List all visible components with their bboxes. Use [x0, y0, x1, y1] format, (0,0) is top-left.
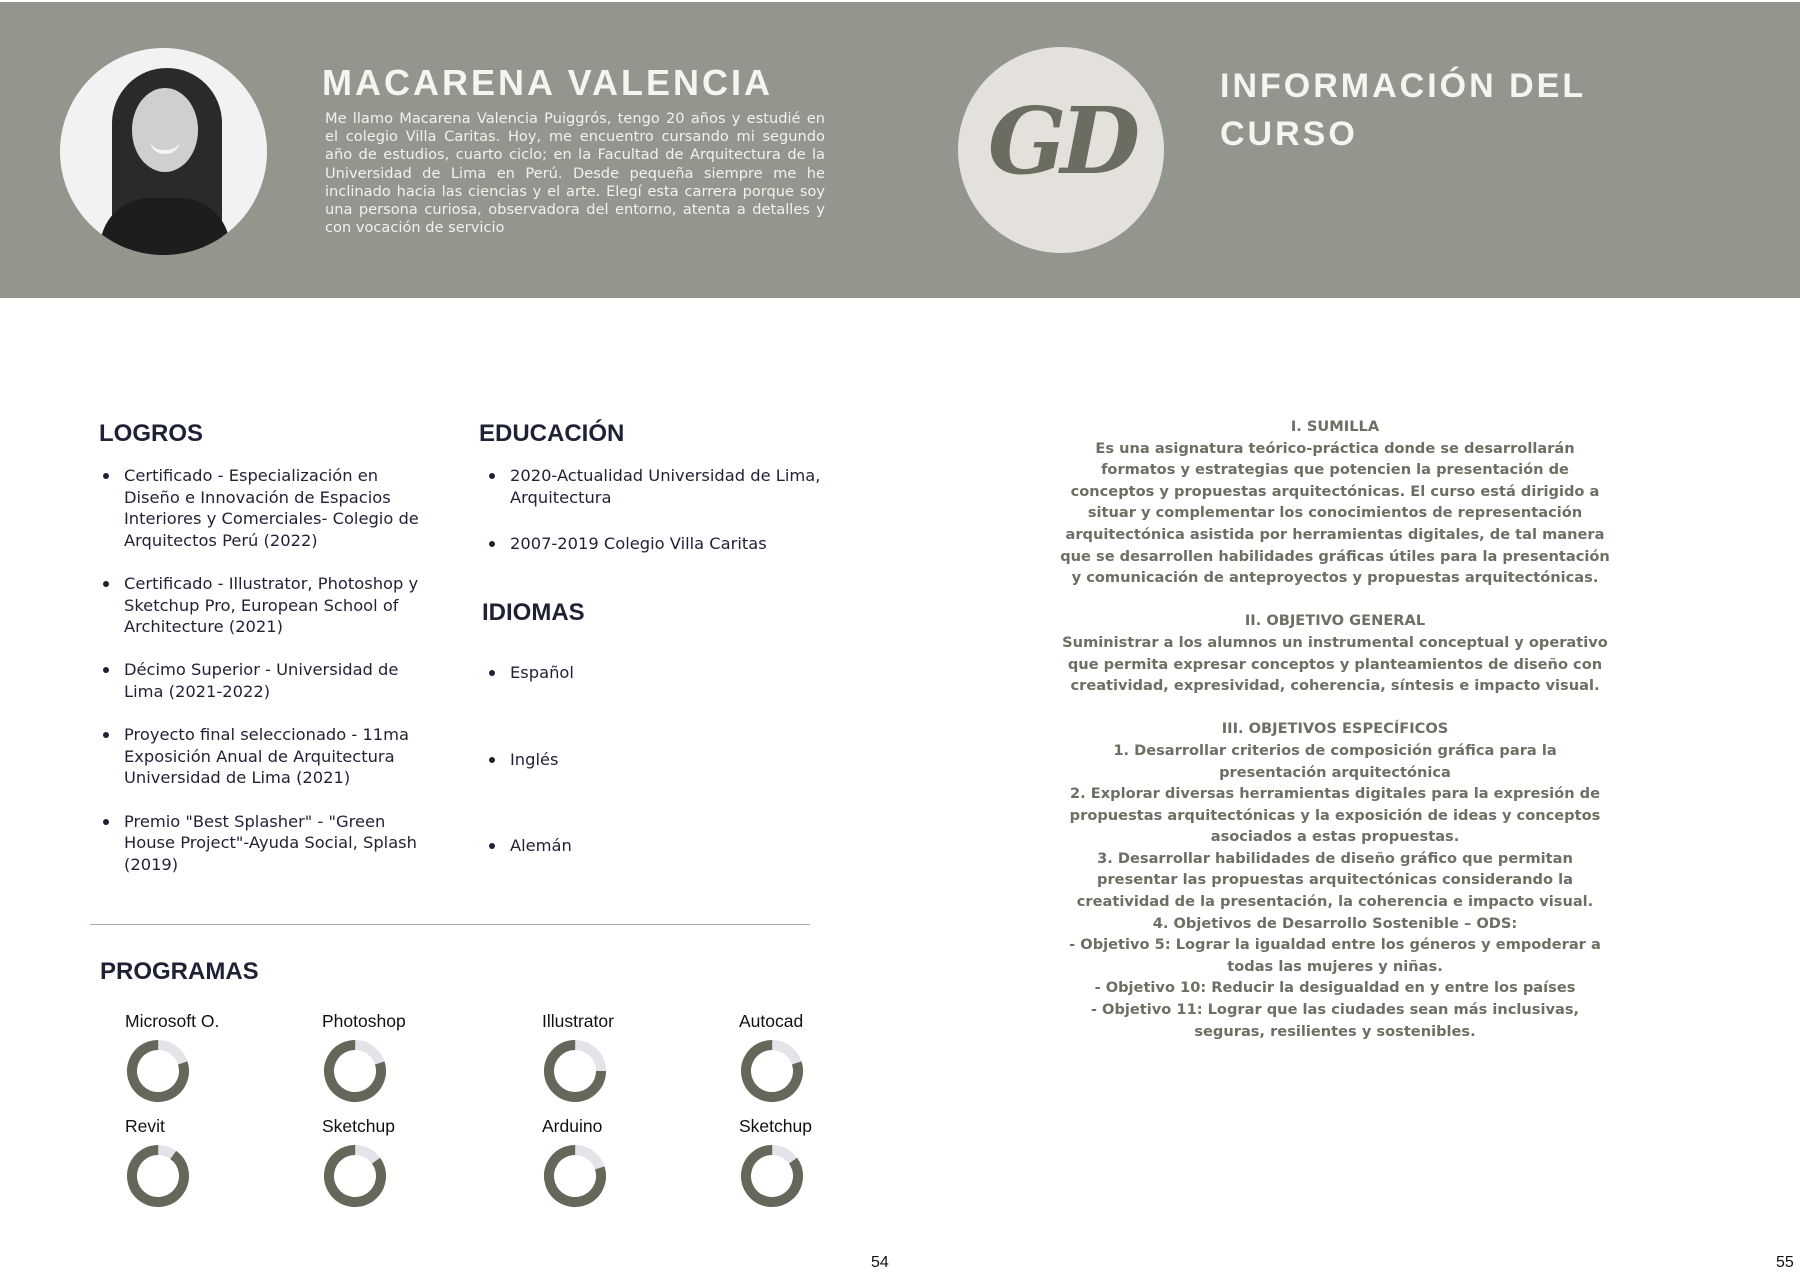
- program-item: [125, 1011, 275, 1104]
- program-item: [322, 1116, 472, 1209]
- educacion-list: [485, 465, 825, 555]
- objetivo-item: - Objetivo 10: Reducir la desigualdad en y entre los países: [1094, 979, 1576, 997]
- list-item: Certificado - Illustrator, Photoshop y Sketchup Pro, European School of Architecture (2021): [99, 573, 419, 638]
- top-edge-line: [0, 0, 900, 2]
- program-label: Sketchup: [322, 1116, 395, 1136]
- program-donut: [739, 1143, 805, 1209]
- program-donut: [542, 1038, 608, 1104]
- objetivo-item: 4. Objetivos de Desarrollo Sostenible – ODS:: [1152, 914, 1518, 932]
- idiomas-heading: IDIOMAS: [482, 599, 585, 626]
- page-number-left: 54: [871, 1254, 889, 1271]
- objetivo-item: - Objetivo 5: Lograr la igualdad entre los géneros y empoderar a todas las mujeres y niñas.: [1069, 936, 1601, 975]
- list-item: Español: [485, 662, 785, 684]
- objetivo-item: - Objetivo 11: Lograr que las ciudades sean más inclusivas, seguras, resilientes y sostenibles.: [1090, 1001, 1580, 1040]
- objetivo-general-text: Suministrar a los alumnos un instrumental conceptual y operativo que permita expresar conceptos y planteamientos de diseño con creatividad, expresividad, coherencia, síntesis e impacto visual.: [1062, 633, 1608, 695]
- list-item: Certificado - Especialización en Diseño e Innovación de Espacios Interiores y Comerciales- Colegio de Arquitectos Perú (2022): [99, 465, 419, 551]
- course-info-text: [1060, 416, 1610, 1042]
- profile-name: MACARENA VALENCIA: [322, 62, 773, 103]
- objetivo-item: 3. Desarrollar habilidades de diseño gráfico que permitan presentar las propuestas arquitectónicas considerando la creatividad de la presentación, la coherencia e impacto visual.: [1076, 849, 1594, 911]
- program-label: Sketchup: [739, 1116, 812, 1136]
- list-item: Décimo Superior - Universidad de Lima (2021-2022): [99, 659, 419, 702]
- list-item: Alemán: [485, 835, 785, 857]
- objetivos-especificos-title: III. OBJETIVOS ESPECÍFICOS: [1221, 720, 1449, 738]
- program-donut: [739, 1038, 805, 1104]
- logros-list: [99, 465, 419, 875]
- program-item: [739, 1116, 889, 1209]
- program-label: Photoshop: [322, 1011, 406, 1031]
- program-item: [739, 1011, 889, 1104]
- program-donut: [542, 1143, 608, 1209]
- program-donut: [322, 1143, 388, 1209]
- program-item: [125, 1116, 275, 1209]
- program-donut: [322, 1038, 388, 1104]
- objetivo-general-title: II. OBJETIVO GENERAL: [1244, 612, 1426, 630]
- program-label: Revit: [125, 1116, 165, 1136]
- program-label: Autocad: [739, 1011, 804, 1031]
- gd-logo: [958, 47, 1164, 253]
- program-label: Microsoft O.: [125, 1011, 220, 1031]
- program-item: [542, 1011, 692, 1104]
- profile-photo: [60, 48, 267, 255]
- objetivo-item: 1. Desarrollar criterios de composición gráfica para la presentación arquitectónica: [1113, 741, 1557, 781]
- logros-heading: LOGROS: [99, 420, 204, 447]
- programas-heading: PROGRAMAS: [100, 958, 259, 985]
- list-item: Inglés: [485, 749, 785, 771]
- program-label: Arduino: [542, 1116, 603, 1136]
- program-item: [322, 1011, 472, 1104]
- section-divider: [90, 924, 810, 925]
- sumilla-title: I. SUMILLA: [1290, 418, 1380, 435]
- gd-logo-text: GD: [987, 87, 1135, 195]
- program-donut: [125, 1143, 191, 1209]
- course-info-title: INFORMACIÓN DEL CURSO: [1220, 67, 1586, 153]
- list-item: 2007-2019 Colegio Villa Caritas: [485, 533, 825, 555]
- objetivo-item: 2. Explorar diversas herramientas digitales para la expresión de propuestas arquitectónicas y la exposición de ideas y conceptos asociados a estas propuestas.: [1069, 785, 1601, 846]
- list-item: Proyecto final seleccionado - 11ma Exposición Anual de Arquitectura Universidad de Lima (2021): [99, 724, 419, 789]
- list-item: Premio "Best Splasher" - "Green House Project"-Ayuda Social, Splash (2019): [99, 811, 419, 876]
- list-item: 2020-Actualidad Universidad de Lima, Arquitectura: [485, 465, 825, 508]
- idiomas-list: [485, 662, 785, 857]
- educacion-heading: EDUCACIÓN: [479, 420, 625, 447]
- program-donut: [125, 1038, 191, 1104]
- page-number-right: 55: [1776, 1254, 1794, 1271]
- profile-bio: Me llamo Macarena Valencia Puiggrós, tengo 20 años y estudié en el colegio Villa Caritas. Hoy, me encuentro cursando mi segundo año de estudios, cuarto ciclo; en la Facultad de Arquitectura de la Universidad de Lima en Perú. Desde pequeña siempre me he inclinado hacia las ciencias y el arte. Elegí esta carrera porque soy una persona curiosa, observadora del entorno, atenta a detalles y con vocación de servicio: [325, 110, 825, 237]
- program-label: Illustrator: [542, 1011, 614, 1031]
- program-item: [542, 1116, 692, 1209]
- sumilla-text: Es una asignatura teórico-práctica donde se desarrollarán formatos y estrategias que potencien la presentación de conceptos y propuestas arquitectónicas. El curso está dirigido a situar y complementar los conocimientos de representación arquitectónica asistida por herramientas digitales, de tal manera que se desarrollen habilidades gráficas útiles para la presentación y comunicación de anteproyectos y propuestas arquitectónicas.: [1060, 439, 1610, 587]
